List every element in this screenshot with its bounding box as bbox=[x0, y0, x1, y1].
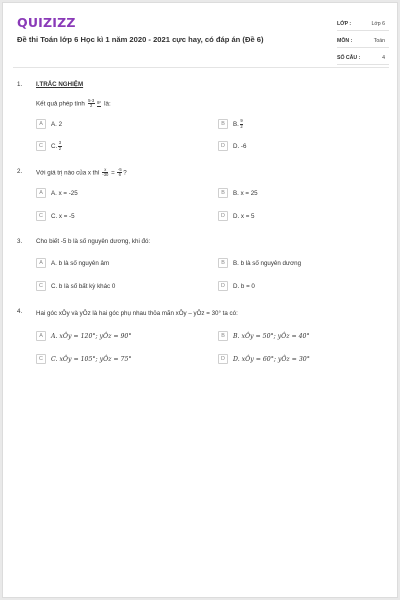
question-text-part: Với giá trị nào của x thì bbox=[36, 169, 100, 177]
option-letter-box: C bbox=[36, 281, 46, 291]
fraction-numerator: 5-3 bbox=[88, 98, 95, 103]
option-text: C. xÔy = 105°; yÔz = 75° bbox=[51, 355, 132, 363]
question-text bbox=[36, 168, 376, 178]
option-text: D. -6 bbox=[233, 142, 247, 150]
option-letter-box: B bbox=[218, 331, 228, 341]
option-text: C. bbox=[51, 142, 58, 150]
option-letter-box: A bbox=[36, 331, 46, 341]
question-text bbox=[36, 99, 376, 109]
fraction bbox=[117, 168, 122, 178]
option-text: C. x = -5 bbox=[51, 212, 75, 220]
answer-option-d[interactable] bbox=[218, 354, 310, 364]
option-text: A. x = -25 bbox=[51, 189, 78, 197]
worksheet-page bbox=[2, 2, 398, 598]
question-number: 1. bbox=[17, 81, 23, 88]
option-letter-box: B bbox=[218, 188, 228, 198]
option-text: D. x = 5 bbox=[233, 212, 255, 220]
fraction-denominator: 6 bbox=[118, 172, 121, 178]
meta-row-class bbox=[337, 17, 389, 31]
answer-option-b[interactable] bbox=[218, 331, 310, 341]
option-letter-box: C bbox=[36, 354, 46, 364]
option-letter-box: D bbox=[218, 141, 228, 151]
option-letter-box: D bbox=[218, 211, 228, 221]
option-letter-box: C bbox=[36, 211, 46, 221]
option-letter-box: B bbox=[218, 119, 228, 129]
meta-subject-label: MÔN : bbox=[337, 37, 353, 44]
option-letter-box: B bbox=[218, 258, 228, 268]
option-letter-box: A bbox=[36, 188, 46, 198]
question-text-part: = bbox=[111, 169, 115, 177]
meta-row-count bbox=[337, 51, 389, 65]
meta-class-label: LỚP : bbox=[337, 20, 352, 27]
answer-option-d[interactable] bbox=[218, 211, 255, 221]
question-number: 3. bbox=[17, 238, 23, 245]
fraction bbox=[97, 101, 102, 106]
option-text: A. xÔy = 120°; yÔz = 90° bbox=[51, 332, 132, 340]
option-text: B. xÔy = 50°; yÔz = 40° bbox=[233, 332, 310, 340]
answer-option-a[interactable] bbox=[36, 331, 131, 341]
fraction bbox=[240, 119, 243, 129]
fraction-numerator: 8² bbox=[97, 100, 101, 106]
fraction-denominator: 2 bbox=[58, 145, 62, 151]
meta-subject-value: Toán bbox=[373, 37, 385, 44]
option-text: A. 2 bbox=[51, 120, 63, 128]
question-number: 2. bbox=[17, 168, 23, 175]
answer-option-a[interactable] bbox=[36, 119, 62, 129]
option-text: B. bbox=[233, 120, 239, 128]
fraction-denominator: -30 bbox=[102, 172, 109, 178]
option-letter-box: D bbox=[218, 281, 228, 291]
option-text: A. b là số nguyên âm bbox=[51, 259, 110, 267]
header-divider bbox=[13, 67, 389, 68]
fraction bbox=[88, 99, 95, 109]
answer-option-c[interactable] bbox=[36, 354, 132, 364]
option-text: D. b = 0 bbox=[233, 282, 255, 290]
section-heading: I.TRẮC NGHIỆM bbox=[36, 81, 84, 88]
option-text: C. b là số bất kỳ khác 0 bbox=[51, 282, 116, 290]
fraction-numerator: -5 bbox=[117, 167, 122, 172]
meta-row-subject bbox=[337, 34, 389, 48]
answer-option-d[interactable] bbox=[218, 281, 255, 291]
answer-option-c[interactable] bbox=[36, 211, 75, 221]
fraction-numerator: x bbox=[104, 167, 107, 172]
fraction bbox=[58, 141, 61, 151]
quizizz-logo: QUIZIZZ bbox=[17, 15, 76, 30]
answer-option-c[interactable] bbox=[36, 141, 63, 151]
fraction bbox=[102, 168, 108, 178]
option-text: D. xÔy = 60°; yÔz = 30° bbox=[233, 355, 310, 363]
fraction-numerator: 3 bbox=[58, 140, 62, 146]
question-number: 4. bbox=[17, 308, 23, 315]
answer-option-c[interactable] bbox=[36, 281, 115, 291]
answer-option-d[interactable] bbox=[218, 141, 246, 151]
question-text-part: ? bbox=[123, 169, 127, 177]
fraction-denominator: 2 bbox=[240, 123, 243, 129]
answer-option-a[interactable] bbox=[36, 188, 78, 198]
answer-option-b[interactable] bbox=[218, 258, 301, 268]
option-letter-box: C bbox=[36, 141, 46, 151]
option-text: B. b là số nguyên dương bbox=[233, 259, 302, 267]
question-text: Cho biết -5 b là số nguyên dương, khi đó: bbox=[36, 238, 151, 245]
meta-panel bbox=[337, 17, 389, 68]
question-text-part: Kết quả phép tính bbox=[36, 100, 85, 108]
fraction-denominator: 2 bbox=[89, 103, 93, 109]
meta-count-value: 4 bbox=[382, 54, 385, 61]
meta-class-value: Lớp 6 bbox=[371, 20, 385, 27]
answer-option-b[interactable] bbox=[218, 119, 244, 129]
option-letter-box: D bbox=[218, 354, 228, 364]
option-text: B. x = 25 bbox=[233, 189, 258, 197]
document-title: Đề thi Toán lớp 6 Học kì 1 năm 2020 - 2021 cực hay, có đáp án (Đề 6) bbox=[17, 35, 264, 44]
answer-option-a[interactable] bbox=[36, 258, 109, 268]
option-letter-box: A bbox=[36, 119, 46, 129]
option-letter-box: A bbox=[36, 258, 46, 268]
fraction-numerator: 9 bbox=[240, 118, 243, 124]
question-text: Hai góc xÔy và yÔz là hai góc phụ nhau thỏa mãn xÔy – yÔz = 30° ta có: bbox=[36, 310, 238, 317]
answer-option-b[interactable] bbox=[218, 188, 258, 198]
question-text-part: là: bbox=[104, 100, 111, 108]
meta-count-label: SỐ CÂU : bbox=[337, 54, 361, 61]
